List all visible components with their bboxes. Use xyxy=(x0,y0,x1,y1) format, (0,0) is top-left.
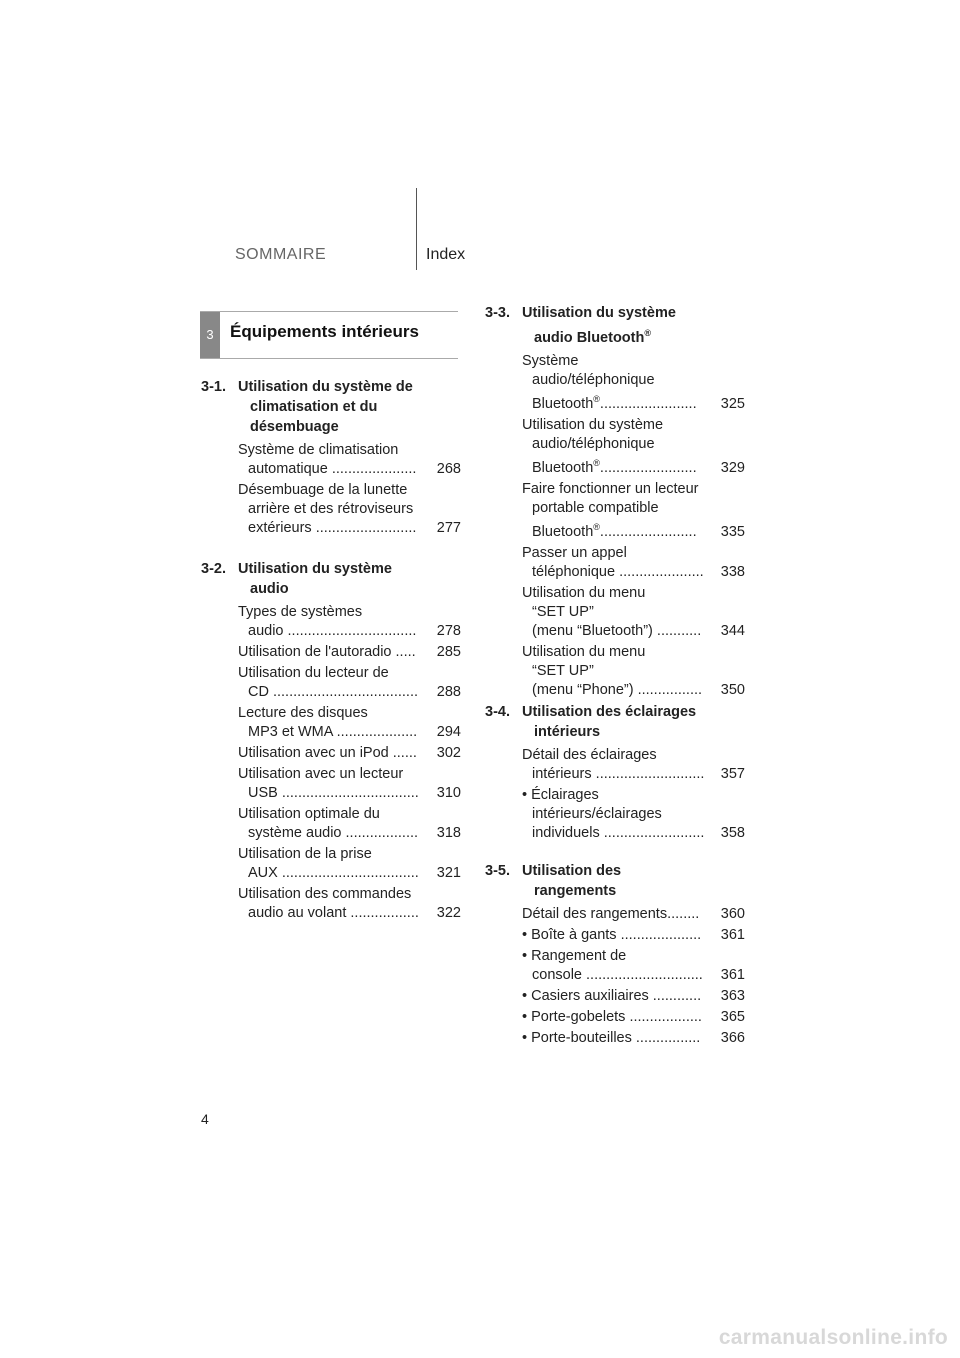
section-title-line: Utilisation du système de climatisation et du désembuage xyxy=(238,379,413,435)
entry-text: automatique ..................... xyxy=(248,461,417,477)
entry-text: Faire fonctionner un lecteur xyxy=(522,481,699,497)
toc-entry[interactable] xyxy=(201,765,461,803)
entry-page-number: 363 xyxy=(720,988,745,1004)
toc-entry[interactable] xyxy=(485,786,745,843)
entry-page-number: 268 xyxy=(436,461,461,477)
entry-text: audio/téléphonique xyxy=(532,436,655,452)
chapter-title: Équipements intérieurs xyxy=(230,322,419,341)
entry-text: Utilisation de la prise xyxy=(238,846,372,862)
toc-entry[interactable] xyxy=(201,744,461,763)
toc-entry[interactable] xyxy=(485,480,745,542)
entry-page-number: 366 xyxy=(720,1030,745,1046)
entry-text: Utilisation avec un lecteur xyxy=(238,766,404,782)
toc-entry[interactable] xyxy=(485,584,745,641)
section-title-line: Utilisation des rangements xyxy=(522,863,622,899)
entry-text: audio ................................ xyxy=(248,623,417,639)
toc-entry[interactable] xyxy=(201,664,461,702)
chapter-header xyxy=(200,311,458,359)
entry-page-number: 358 xyxy=(720,825,745,841)
toc-entry[interactable] xyxy=(485,1029,745,1048)
toc-entry[interactable] xyxy=(201,845,461,883)
entry-page-number: 344 xyxy=(720,623,745,639)
toc-entry[interactable] xyxy=(201,805,461,843)
section-3-1 xyxy=(201,377,461,540)
entry-text: audio au volant ................. xyxy=(248,905,419,921)
entry-text: Détail des éclairages xyxy=(522,747,657,763)
entry-text: Passer un appel xyxy=(522,545,627,561)
index-link[interactable]: Index xyxy=(426,246,466,263)
toc-entry[interactable] xyxy=(485,947,745,985)
entry-text: système audio .................. xyxy=(248,825,419,841)
entry-text: (menu “Bluetooth”) ........... xyxy=(532,623,702,639)
toc-entry[interactable] xyxy=(485,905,745,924)
entry-text: AUX .................................. xyxy=(248,865,419,881)
entry-page-number: 321 xyxy=(436,865,461,881)
entry-text: • Casiers auxiliaires ............ xyxy=(522,988,702,1004)
entry-page-number: 361 xyxy=(720,927,745,943)
entry-text: téléphonique ..................... xyxy=(532,564,704,580)
entry-page-number: 277 xyxy=(436,520,461,536)
entry-text: “SET UP” xyxy=(532,663,594,679)
toc-entry[interactable] xyxy=(485,926,745,945)
toc-entry[interactable] xyxy=(201,603,461,641)
entry-page-number: 335 xyxy=(720,524,745,540)
nav-divider xyxy=(416,188,417,270)
entry-text: extérieurs ......................... xyxy=(248,520,417,536)
section-3-2 xyxy=(201,559,461,925)
entry-text: Bluetooth®........................ xyxy=(532,394,697,412)
toc-entry[interactable] xyxy=(485,746,745,784)
entry-page-number: 325 xyxy=(720,396,745,412)
entry-text: Utilisation avec un iPod ...... xyxy=(238,745,417,761)
toc-entry[interactable] xyxy=(485,1008,745,1027)
entry-text: Utilisation du menu xyxy=(522,644,646,660)
entry-page-number: 288 xyxy=(436,684,461,700)
entry-text: • Rangement de xyxy=(522,948,627,964)
entry-page-number: 310 xyxy=(436,785,461,801)
section-number: 3-3. xyxy=(485,305,510,321)
section-heading[interactable] xyxy=(485,702,745,742)
entry-text: Lecture des disques xyxy=(238,705,368,721)
toc-entry[interactable] xyxy=(485,643,745,700)
section-number: 3-2. xyxy=(201,561,226,577)
entry-page-number: 302 xyxy=(436,745,461,761)
entry-text: individuels ......................... xyxy=(532,825,705,841)
entry-text: Bluetooth®........................ xyxy=(532,522,697,540)
entry-text: • Porte-gobelets .................. xyxy=(522,1009,702,1025)
section-3-4 xyxy=(485,702,745,845)
toc-entry[interactable] xyxy=(485,416,745,478)
section-number: 3-4. xyxy=(485,704,510,720)
entry-page-number: 357 xyxy=(720,766,745,782)
section-number: 3-1. xyxy=(201,379,226,395)
section-title-line: Utilisation des éclairages intérieurs xyxy=(522,704,697,740)
entry-text: Bluetooth®........................ xyxy=(532,458,697,476)
entry-page-number: 285 xyxy=(436,644,461,660)
entry-text: • Porte-bouteilles ................ xyxy=(522,1030,701,1046)
entry-text: intérieurs/éclairages xyxy=(532,806,662,822)
entry-text: • Éclairages xyxy=(522,787,599,803)
page-number: 4 xyxy=(201,1111,209,1127)
watermark: carmanualsonline.info xyxy=(718,1326,948,1349)
entry-page-number: 360 xyxy=(720,906,745,922)
entry-text: MP3 et WMA .................... xyxy=(248,724,418,740)
entry-page-number: 338 xyxy=(720,564,745,580)
entry-text: Système de climatisation xyxy=(238,442,399,458)
entry-text: Utilisation des commandes xyxy=(238,886,412,902)
entry-text: Types de systèmes xyxy=(238,604,363,620)
entry-text: intérieurs ........................... xyxy=(532,766,705,782)
entry-page-number: 365 xyxy=(720,1009,745,1025)
toc-entry[interactable] xyxy=(201,704,461,742)
section-title-line: Utilisation du système audio xyxy=(238,561,392,597)
entry-page-number: 318 xyxy=(436,825,461,841)
entry-text: portable compatible xyxy=(532,500,659,516)
entry-text: console ............................. xyxy=(532,967,703,983)
entry-text: Système xyxy=(522,353,579,369)
entry-text: Utilisation du système xyxy=(522,417,664,433)
chapter-number-tab: 3 xyxy=(200,312,220,358)
section-title-line: Utilisation du système audio Bluetooth® xyxy=(522,305,676,346)
entry-text: • Boîte à gants .................... xyxy=(522,927,702,943)
entry-page-number: 329 xyxy=(720,460,745,476)
toc-entry[interactable] xyxy=(201,441,461,479)
sommaire-link[interactable]: SOMMAIRE xyxy=(235,246,327,263)
toc-entry[interactable] xyxy=(485,987,745,1006)
entry-text: Désembuage de la lunette xyxy=(238,482,408,498)
entry-text: USB .................................. xyxy=(248,785,419,801)
section-3-3 xyxy=(485,303,745,702)
entry-page-number: 322 xyxy=(436,905,461,921)
section-heading[interactable] xyxy=(201,559,461,599)
entry-page-number: 278 xyxy=(436,623,461,639)
toc-entry[interactable] xyxy=(201,885,461,923)
entry-page-number: 350 xyxy=(720,682,745,698)
entry-text: Utilisation de l'autoradio ..... xyxy=(238,644,416,660)
entry-text: Utilisation optimale du xyxy=(238,806,380,822)
entry-text: Utilisation du menu xyxy=(522,585,646,601)
section-heading[interactable] xyxy=(485,861,745,901)
entry-text: arrière et des rétroviseurs xyxy=(248,501,414,517)
entry-page-number: 294 xyxy=(436,724,461,740)
toc-entry[interactable] xyxy=(485,544,745,582)
toc-entry[interactable] xyxy=(485,352,745,414)
section-heading[interactable] xyxy=(201,377,461,437)
section-heading[interactable] xyxy=(485,303,745,348)
section-3-5 xyxy=(485,861,745,1050)
toc-entry[interactable] xyxy=(201,643,461,662)
entry-text: (menu “Phone”) ................ xyxy=(532,682,703,698)
entry-text: audio/téléphonique xyxy=(532,372,655,388)
toc-entry[interactable] xyxy=(201,481,461,538)
entry-text: Détail des rangements........ xyxy=(522,906,700,922)
entry-text: CD .................................... xyxy=(248,684,418,700)
entry-page-number: 361 xyxy=(720,967,745,983)
section-number: 3-5. xyxy=(485,863,510,879)
entry-text: Utilisation du lecteur de xyxy=(238,665,389,681)
entry-text: “SET UP” xyxy=(532,604,594,620)
